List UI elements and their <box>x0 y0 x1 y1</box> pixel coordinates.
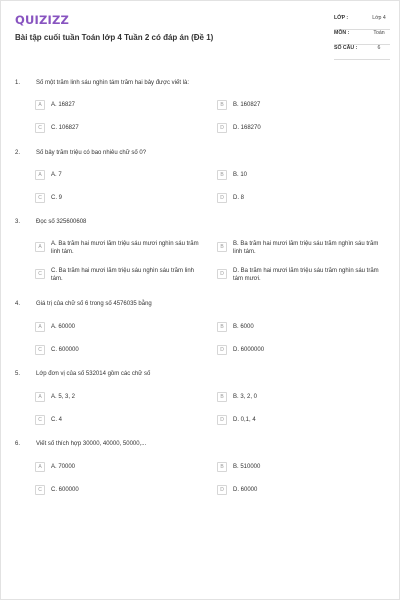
option-b[interactable] <box>217 462 385 472</box>
option-letter-box: B <box>217 170 227 180</box>
option-c[interactable] <box>35 266 203 284</box>
option-letter-box: D <box>217 485 227 495</box>
option-letter-box: B <box>217 462 227 472</box>
option-letter-box: C <box>35 345 45 355</box>
option-text: A. 60000 <box>51 323 76 330</box>
option-letter-box: D <box>217 123 227 133</box>
option-c[interactable] <box>35 123 203 133</box>
question-text: Giá trị của chữ số 6 trong số 4576035 bằng <box>36 301 152 307</box>
option-b[interactable] <box>217 239 385 257</box>
meta-label: MÔN : <box>334 30 350 36</box>
question-text: Số bảy trăm triệu có bao nhiêu chữ số 0? <box>36 150 147 156</box>
option-d[interactable] <box>217 193 385 203</box>
option-text: A. 16827 <box>51 101 76 108</box>
quizizz-logo: QUIZIZZ <box>15 13 70 27</box>
option-d[interactable] <box>217 415 385 425</box>
option-letter-box: C <box>35 485 45 495</box>
worksheet-title: Bài tập cuối tuần Toán lớp 4 Tuần 2 có đáp án (Đề 1) <box>15 33 214 42</box>
option-text: D. 6000000 <box>233 346 265 353</box>
option-c[interactable] <box>35 415 203 425</box>
question-number: 5. <box>15 371 21 377</box>
question-text: Đọc số 325600608 <box>36 219 87 225</box>
option-text: B. 10 <box>233 171 248 178</box>
option-a[interactable] <box>35 462 203 472</box>
option-text: A. 70000 <box>51 463 76 470</box>
option-a[interactable] <box>35 100 203 110</box>
option-c[interactable] <box>35 193 203 203</box>
option-letter-box: C <box>35 123 45 133</box>
option-letter-box: D <box>217 193 227 203</box>
option-text: B. 510000 <box>233 463 261 470</box>
option-text: D. Ba trăm hai mươi lăm triệu sáu trăm nghìn sáu trăm tám mươi. <box>233 267 379 282</box>
option-letter-box: B <box>217 242 227 252</box>
option-letter-box: C <box>35 269 45 279</box>
meta-label: LỚP : <box>334 15 349 21</box>
option-c[interactable] <box>35 345 203 355</box>
question-text: Lớp đơn vị của số 532014 gồm các chữ số <box>36 371 151 377</box>
option-text: A. Ba trăm hai mươi lăm triệu sáu mươi nghìn sáu trăm linh tám. <box>51 240 199 255</box>
option-a[interactable] <box>35 239 203 257</box>
option-d[interactable] <box>217 123 385 133</box>
option-letter-box: D <box>217 415 227 425</box>
option-d[interactable] <box>217 345 385 355</box>
option-c[interactable] <box>35 485 203 495</box>
question-number: 3. <box>15 219 21 225</box>
meta-row-grade <box>334 15 390 30</box>
option-a[interactable] <box>35 322 203 332</box>
option-d[interactable] <box>217 485 385 495</box>
option-text: C. Ba trăm hai mươi lăm triệu sáu nghìn sáu trăm linh tám. <box>51 267 195 282</box>
question-text: Viết số thích hợp 30000, 40000, 50000,... <box>36 441 147 447</box>
meta-value: Lớp 4 <box>372 15 386 21</box>
option-letter-box: B <box>217 392 227 402</box>
option-a[interactable] <box>35 392 203 402</box>
option-b[interactable] <box>217 170 385 180</box>
question-text: Số một trăm linh sáu nghìn tám trăm hai bảy được viết là: <box>36 80 190 86</box>
option-text: C. 4 <box>51 416 63 423</box>
option-letter-box: D <box>217 345 227 355</box>
option-letter-box: A <box>35 170 45 180</box>
option-text: C. 600000 <box>51 346 79 353</box>
option-b[interactable] <box>217 100 385 110</box>
option-letter-box: C <box>35 193 45 203</box>
option-text: A. 5, 3, 2 <box>51 393 76 400</box>
option-text: D. 8 <box>233 194 245 201</box>
option-text: B. 3, 2, 0 <box>233 393 258 400</box>
meta-value: 6 <box>377 45 381 51</box>
worksheet-meta <box>334 15 390 60</box>
question-number: 2. <box>15 150 21 156</box>
option-letter-box: A <box>35 322 45 332</box>
option-text: C. 9 <box>51 194 63 201</box>
option-text: C. 600000 <box>51 486 79 493</box>
option-letter-box: A <box>35 100 45 110</box>
option-letter-box: A <box>35 462 45 472</box>
option-b[interactable] <box>217 392 385 402</box>
option-b[interactable] <box>217 322 385 332</box>
option-letter-box: B <box>217 100 227 110</box>
question-number: 6. <box>15 441 21 447</box>
question-number: 1. <box>15 80 21 86</box>
meta-row-subject <box>334 30 390 45</box>
option-letter-box: A <box>35 392 45 402</box>
option-text: D. 168270 <box>233 124 261 131</box>
option-letter-box: D <box>217 269 227 279</box>
meta-value: Toán <box>373 30 385 36</box>
option-text: B. Ba trăm hai mươi lăm triệu sáu trăm nghìn sáu trăm linh tám. <box>233 240 379 255</box>
option-text: C. 106827 <box>51 124 79 131</box>
option-d[interactable] <box>217 266 385 284</box>
option-a[interactable] <box>35 170 203 180</box>
option-letter-box: B <box>217 322 227 332</box>
option-text: D. 60000 <box>233 486 258 493</box>
option-text: A. 7 <box>51 171 62 178</box>
option-text: B. 6000 <box>233 323 254 330</box>
worksheet-header <box>1 1 400 67</box>
option-text: B. 160827 <box>233 101 261 108</box>
option-letter-box: A <box>35 242 45 252</box>
option-text: D. 0,1, 4 <box>233 416 256 423</box>
meta-row-count <box>334 45 390 60</box>
meta-label: SỐ CÂU : <box>334 45 358 51</box>
option-letter-box: C <box>35 415 45 425</box>
question-number: 4. <box>15 301 21 307</box>
